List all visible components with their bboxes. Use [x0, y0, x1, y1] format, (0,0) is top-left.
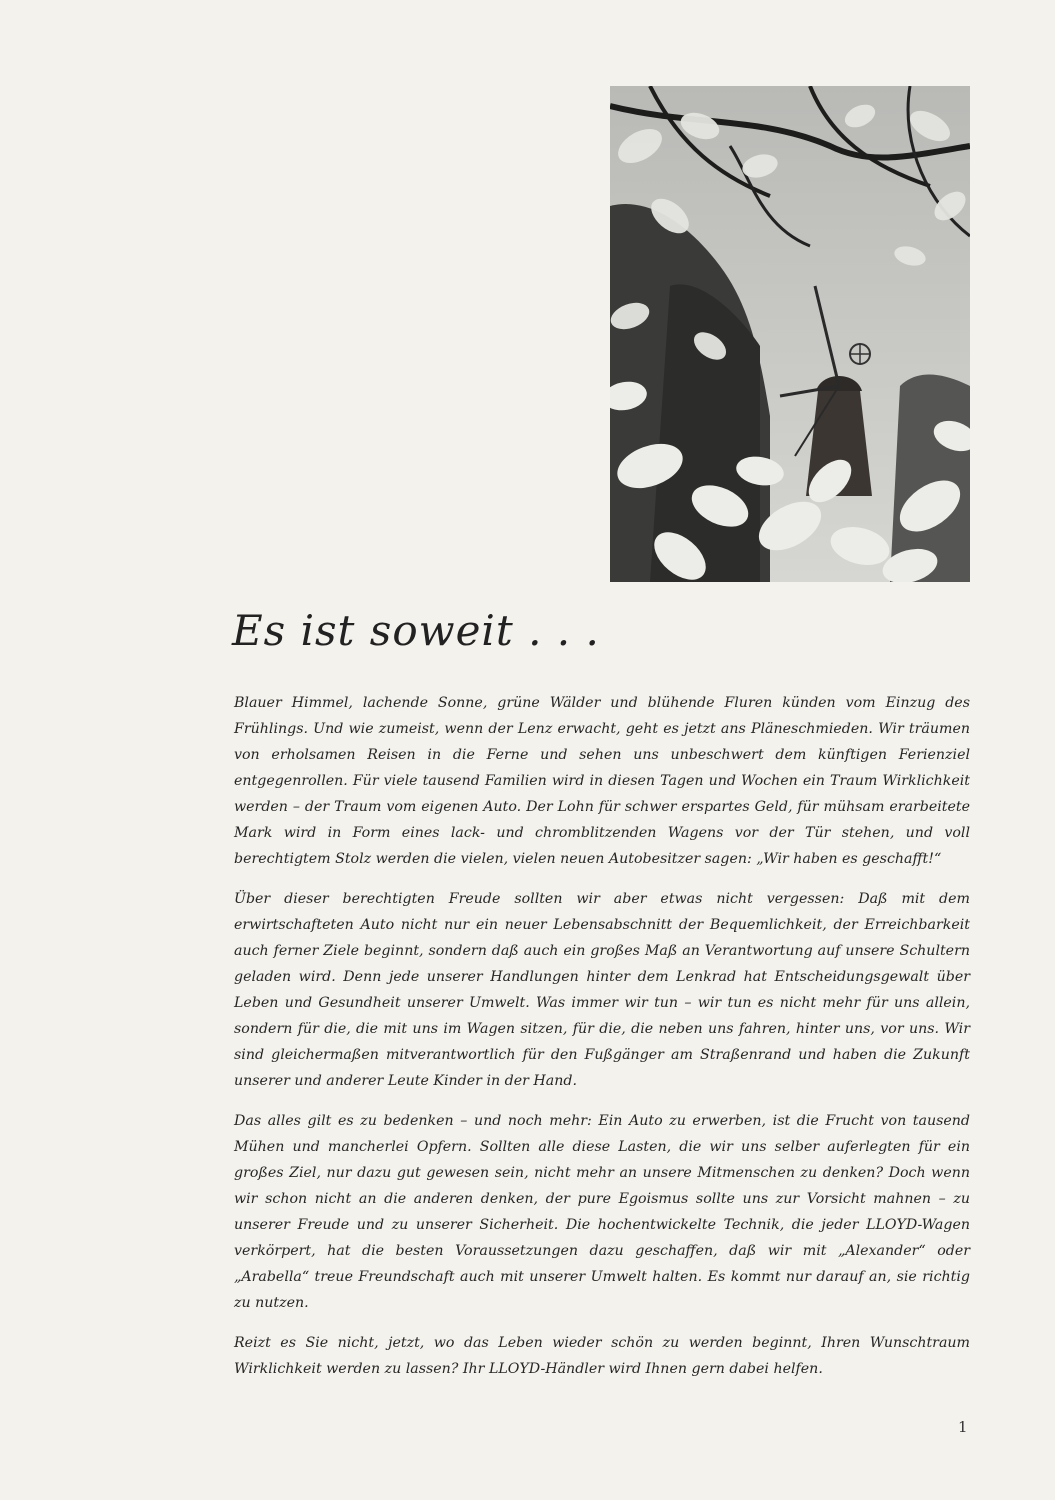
paragraph: Über dieser berechtigten Freude sollten wir aber etwas nicht vergessen: Daß mit dem erwirtschafteten Auto nicht nur ein neuer Lebensabschnitt der Bequemlichkeit, der Erreichbarkeit auch ferner Ziele beginnt, sondern daß auch ein großes Maß an Verantwortung auf unsere Schultern geladen wird. Denn jede unserer Handlungen hinter dem Lenkrad hat Entscheidungsgewalt über Leben und Gesundheit unserer Umwelt. Was immer wir tun – wir tun es nicht mehr für uns allein, sondern für die, die mit uns im Wagen sitzen, für die, die neben uns fahren, hinter uns, vor uns. Wir sind gleichermaßen mitverantwortlich für den Fußgänger am Straßenrand und haben die Zukunft unserer und anderer Leute Kinder in der Hand.	[234, 891, 970, 1089]
body-text	[234, 690, 970, 1396]
page-number: 1	[958, 1418, 968, 1436]
page-title: Es ist soweit . . .	[232, 606, 600, 655]
paragraph: Reizt es Sie nicht, jetzt, wo das Leben wieder schön zu werden beginnt, Ihren Wunschtraum Wirklichkeit werden zu lassen? Ihr LLOYD-Händler wird Ihnen gern dabei helfen.	[234, 1335, 970, 1377]
windmill-magnolia-photo	[610, 86, 970, 582]
paragraph: Blauer Himmel, lachende Sonne, grüne Wälder und blühende Fluren künden vom Einzug des Frühlings. Und wie zumeist, wenn der Lenz erwacht, geht es jetzt ans Pläneschmieden. Wir träumen von erholsamen Reisen in die Ferne und sehen uns unbeschwert dem künftigen Ferienziel entgegenrollen. Für viele tausend Familien wird in diesen Tagen und Wochen ein Traum Wirklichkeit werden – der Traum vom eigenen Auto. Der Lohn für schwer erspartes Geld, für mühsam erarbeitete Mark wird in Form eines lack- und chromblitzenden Wagens vor der Tür stehen, und voll berechtigtem Stolz werden die vielen, vielen neuen Autobesitzer sagen: „Wir haben es geschafft!“	[234, 695, 970, 867]
paragraph: Das alles gilt es zu bedenken – und noch mehr: Ein Auto zu erwerben, ist die Frucht von tausend Mühen und mancherlei Opfern. Sollten alle diese Lasten, die wir uns selber auferlegten für ein großes Ziel, nur dazu gut gewesen sein, nicht mehr an unsere Mitmenschen zu denken? Doch wenn wir schon nicht an die anderen denken, der pure Egoismus sollte uns zur Vorsicht mahnen – zu unserer Freude und zu unserer Sicherheit. Die hochentwickelte Technik, die jeder LLOYD-Wagen verkörpert, hat die besten Voraussetzungen dazu geschaffen, daß wir mit „Alexander“ oder „Arabella“ treue Freundschaft auch mit unserer Umwelt halten. Es kommt nur darauf an, sie richtig zu nutzen.	[234, 1113, 970, 1311]
